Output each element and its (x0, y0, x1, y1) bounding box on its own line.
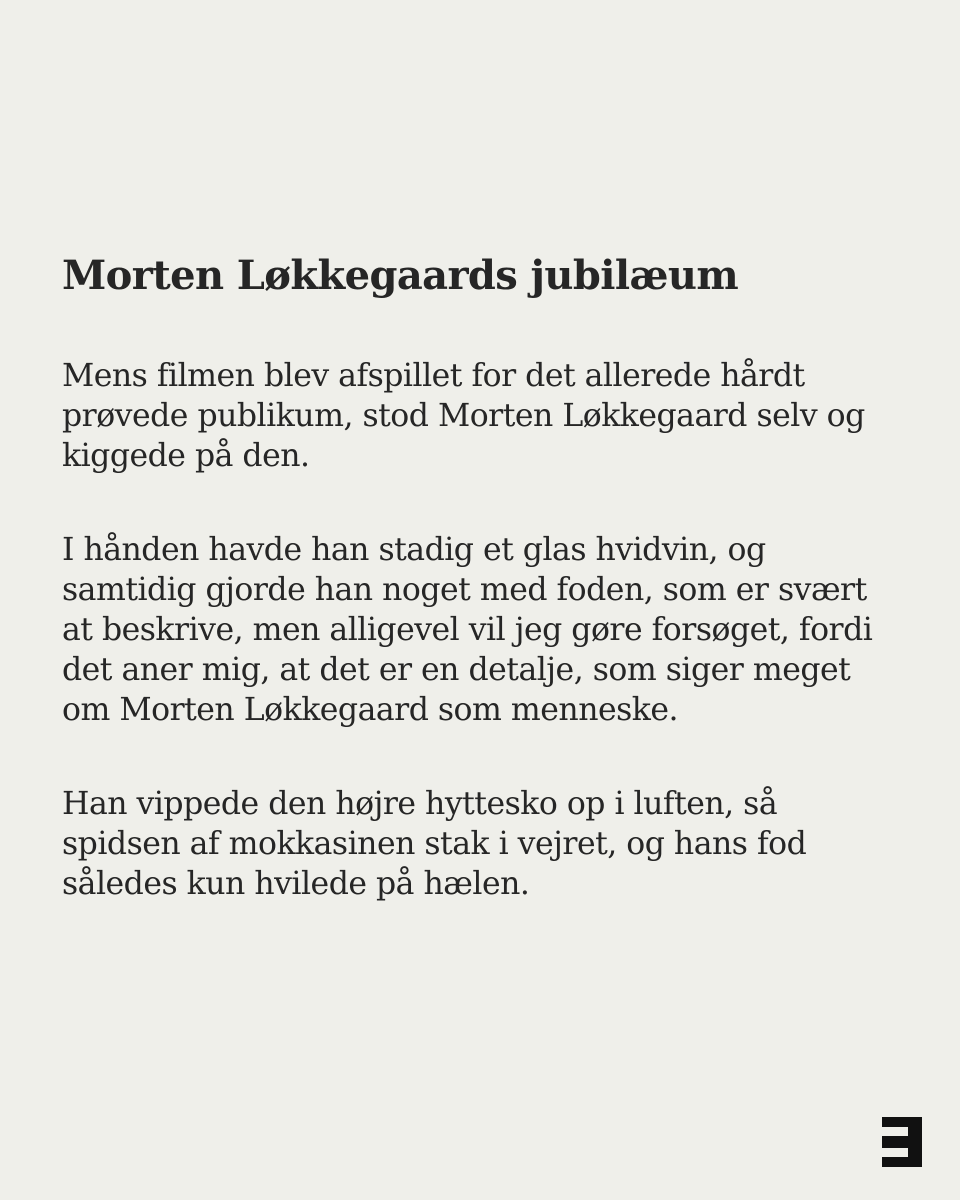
article (62, 250, 902, 904)
brand-logo-icon (882, 1117, 922, 1167)
article-paragraph: I hånden havde han stadig et glas hvidvin, og samtidig gjorde han noget med foden, som er svært at beskrive, men alligevel vil jeg gøre forsøget, fordi det aner mig, at det er en detalje, som siger meget om Morten Løkkegaard som menneske. (62, 532, 873, 728)
article-paragraph: Han vippede den højre hyttesko op i luften, så spidsen af mokkasinen stak i vejret, og hans fod således kun hvilede på hælen. (62, 786, 807, 902)
article-paragraph: Mens filmen blev afspillet for det allerede hårdt prøvede publikum, stod Morten Løkkegaard selv og kiggede på den. (62, 358, 865, 474)
article-title: Morten Løkkegaards jubilæum (62, 252, 739, 299)
